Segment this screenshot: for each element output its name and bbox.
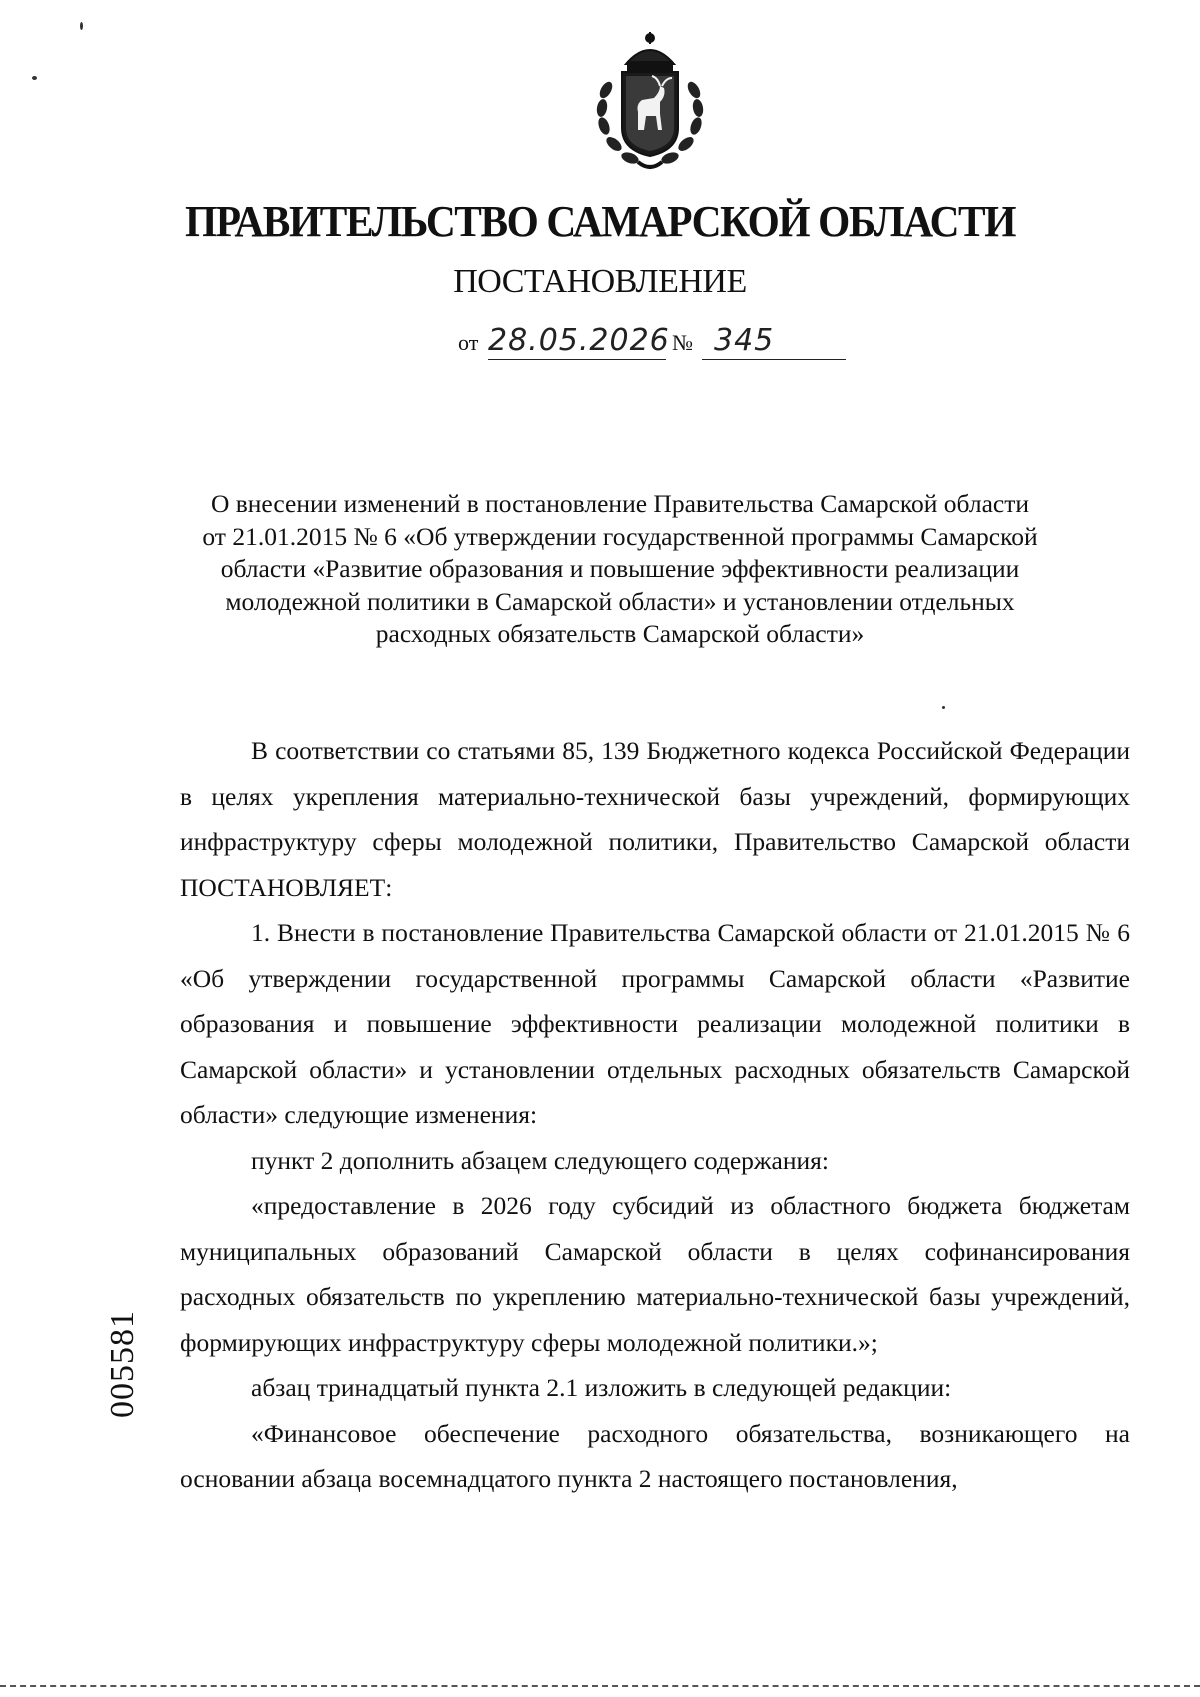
- scan-speck: [32, 76, 37, 80]
- samara-coat-of-arms-icon: [588, 30, 712, 172]
- body-paragraph: 1. Внести в постановление Правительства Самарской области от 21.01.2015 № 6 «Об утверждении государственной программы Самарской области «Развитие образования и повышение эффективности реализации молодежной политики в Самарской области» и установлении отдельных расходных обязательств Самарской области» следующие изменения:: [180, 918, 1130, 1129]
- document-subject: [140, 488, 1100, 651]
- scan-speck: [942, 706, 945, 709]
- number-prefix: №: [672, 330, 693, 355]
- body-paragraph: «Финансовое обеспечение расходного обязательства, возникающего на основании абзаца восемнадцатого пункта 2 настоящего постановления,: [180, 1418, 1130, 1493]
- date-underline: [488, 359, 666, 360]
- date-number-line: [458, 318, 848, 362]
- body-paragraph: пункт 2 дополнить абзацем следующего содержания:: [251, 1145, 829, 1175]
- government-title: ПРАВИТЕЛЬСТВО САМАРСКОЙ ОБЛАСТИ: [185, 197, 1015, 246]
- bottom-cut-line: [0, 1685, 1200, 1687]
- subject-line: расходных обязательств Самарской области»: [375, 619, 865, 648]
- subject-line: от 21.01.2015 № 6 «Об утверждении государственной программы Самарской: [202, 521, 1038, 551]
- side-serial-number: 005581: [104, 1310, 141, 1418]
- handwritten-date: 28.05.2026: [488, 323, 670, 358]
- date-prefix: от: [458, 330, 479, 355]
- body-paragraph: В соответствии со статьями 85, 139 Бюджетного кодекса Российской Федерации в целях укрепления материально-технической базы учреждений, формирующих инфраструктуру сферы молодежной политики, Правительство Самарской области ПОСТАНОВЛЯЕТ:: [180, 736, 1130, 902]
- subject-line: молодежной политики в Самарской области» и установлении отдельных: [225, 586, 1015, 616]
- body-paragraph: абзац тринадцатый пункта 2.1 изложить в следующей редакции:: [251, 1373, 952, 1402]
- body-paragraph: «предоставление в 2026 году субсидий из областного бюджета бюджетам муниципальных образований Самарской области в целях софинансирования расходных обязательств по укреплению материально-технической базы учреждений, формирующих инфраструктуру сферы молодежной политики.»;: [180, 1191, 1130, 1357]
- document-body: [180, 728, 1130, 1502]
- handwritten-number: 345: [714, 323, 775, 358]
- subject-line: области «Развитие образования и повышение эффективности реализации: [220, 554, 1020, 583]
- number-underline: [702, 359, 846, 360]
- subject-line: О внесении изменений в постановление Правительства Самарской области: [210, 489, 1030, 518]
- document-type: ПОСТАНОВЛЕНИЕ: [453, 263, 747, 300]
- scan-speck: [80, 22, 83, 30]
